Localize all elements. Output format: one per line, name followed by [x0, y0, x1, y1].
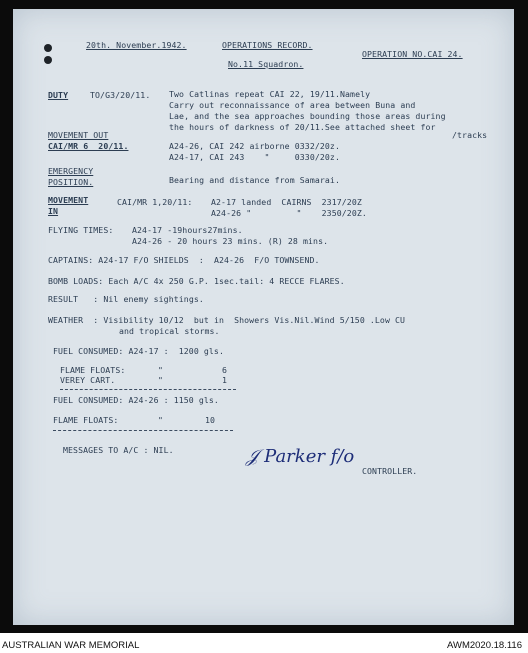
emergency-label: POSITION. [48, 177, 94, 187]
verey-cart-label: VEREY CART. [60, 375, 116, 385]
record-title: OPERATIONS RECORD. [222, 40, 313, 50]
footer-accession-number: AWM2020.18.116 [447, 640, 522, 651]
flame-floats-value: 10 [205, 415, 216, 425]
fuel-consumed: FUEL CONSUMED: A24-26 : 1150 gls. [53, 395, 219, 405]
duty-line: Two Catlinas repeat CAI 22, 19/11.Namely [169, 89, 371, 99]
flying-time-line: A24-26 - 20 hours 23 mins. (R) 28 mins. [132, 236, 329, 246]
duty-line: the hours of darkness of 20/11.See attached sheet for [169, 122, 436, 132]
emergency-text: Bearing and distance from Samarai. [169, 175, 340, 185]
flying-times-label: FLYING TIMES: [48, 225, 114, 235]
movement-out-label: MOVEMENT OUT [48, 130, 109, 140]
captains: CAPTAINS: A24-17 F/O SHIELDS : A24-26 F/O TOWNSEND. [48, 255, 320, 265]
duty-line: Lae, and the sea approaches bounding those areas during [169, 111, 446, 121]
duty-line: /tracks [452, 130, 488, 140]
movement-in-line: A2-17 landed CAIRNS 2317/20Z [211, 197, 362, 207]
movement-out-line: A24-17, CAI 243 " 0330/20z. [169, 152, 340, 162]
duty-label: DUTY [48, 90, 69, 100]
movement-in-label: IN [48, 206, 59, 216]
movement-in-label: MOVEMENT [48, 195, 89, 205]
flame-floats-value: 6 [222, 365, 228, 375]
weather: and tropical storms. [119, 326, 220, 336]
flying-time-line: A24-17 -19hours27mins. [132, 225, 243, 235]
verey-cart-value: 1 [222, 375, 228, 385]
weather: WEATHER : Visibility 10/12 but in Showers Vis.Nil.Wind 5/150 .Low CU [48, 315, 406, 325]
messages: MESSAGES TO A/C : NIL. [63, 445, 174, 455]
fuel-consumed: FUEL CONSUMED: A24-17 : 1200 gls. [53, 346, 224, 356]
emergency-label: EMERGENCY [48, 166, 94, 176]
flame-floats-label: FLAME FLOATS: [60, 365, 126, 375]
duty-ref: TO/G3/20/11. [90, 90, 151, 100]
footer-credit: AUSTRALIAN WAR MEMORIAL [2, 640, 140, 651]
divider [53, 430, 233, 431]
ditto-mark: " [158, 365, 164, 375]
flame-floats-label: FLAME FLOATS: [53, 415, 119, 425]
controller: CONTROLLER. [362, 466, 418, 476]
operation-number: OPERATION NO.CAI 24. [362, 49, 463, 59]
duty-line: Carry out reconnaissance of area between Buna and [169, 100, 416, 110]
movement-in-line: A24-26 " " 2350/20Z. [211, 208, 367, 218]
punch-hole [44, 44, 52, 52]
movement-out-ref: CAI/MR 6 20/11. [48, 141, 129, 151]
record-date: 20th. November.1942. [86, 40, 187, 50]
divider [60, 389, 236, 390]
handwritten-signature: 𝒥 Parker f/o [246, 446, 355, 467]
bomb-loads: BOMB LOADS: Each A/C 4x 250 G.P. 1sec.tail: 4 RECCE FLARES. [48, 276, 345, 286]
ditto-mark: " [158, 375, 164, 385]
result: RESULT : Nil enemy sightings. [48, 294, 204, 304]
movement-out-line: A24-26, CAI 242 airborne 0332/20z. [169, 141, 340, 151]
ditto-mark: " [158, 415, 164, 425]
squadron-name: No.11 Squadron. [228, 59, 304, 69]
punch-hole [44, 56, 52, 64]
movement-in-ref: CAI/MR 1,20/11: [117, 197, 193, 207]
